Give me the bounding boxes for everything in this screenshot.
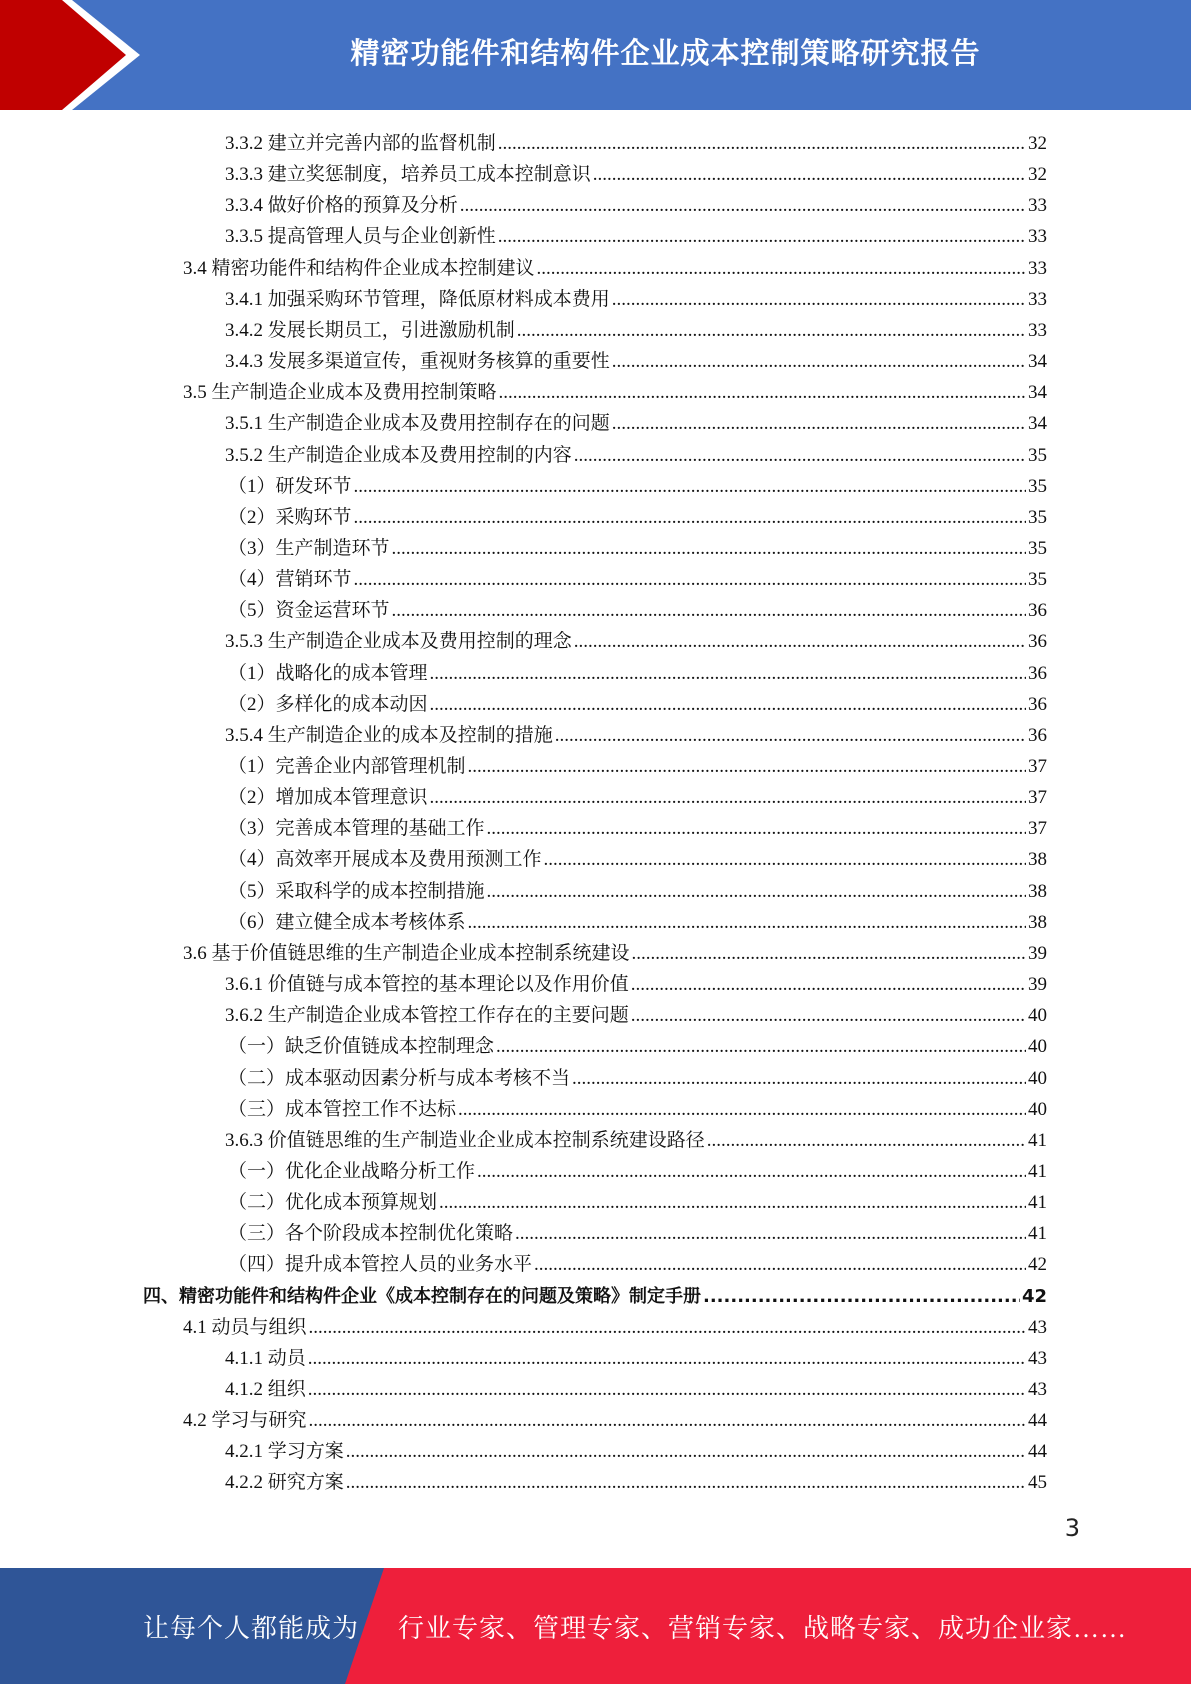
toc-entry-title: 3.4.3 发展多渠道宣传，重视财务核算的重要性 <box>225 351 610 373</box>
toc-dot-leader <box>354 471 1026 502</box>
toc-dot-leader <box>498 128 1026 159</box>
toc-dot-leader <box>534 1249 1026 1280</box>
toc-entry[interactable] <box>228 844 1047 875</box>
toc-dot-leader <box>487 876 1026 907</box>
toc-entry-page: 40 <box>1028 1005 1047 1027</box>
toc-entry[interactable] <box>225 315 1047 346</box>
toc-entry[interactable] <box>228 1218 1047 1249</box>
toc-entry[interactable] <box>228 502 1047 533</box>
toc-dot-leader <box>309 1405 1026 1436</box>
page-footer <box>0 1568 1191 1684</box>
toc-entry[interactable] <box>228 1156 1047 1187</box>
toc-dot-leader <box>346 1467 1026 1498</box>
toc-entry[interactable] <box>228 658 1047 689</box>
toc-entry-page: 40 <box>1028 1067 1047 1089</box>
toc-entry-title: 4.1.1 动员 <box>225 1347 306 1369</box>
toc-entry-title: （2）增加成本管理意识 <box>228 787 428 809</box>
toc-entry[interactable] <box>143 1281 1047 1312</box>
toc-dot-leader <box>392 533 1026 564</box>
toc-dot-leader <box>430 782 1026 813</box>
toc-entry-page: 42 <box>1028 1254 1047 1276</box>
toc-entry-page: 37 <box>1028 756 1047 777</box>
toc-entry-title: 3.4 精密功能件和结构件企业成本控制建议 <box>183 257 535 279</box>
toc-entry[interactable] <box>228 1187 1047 1218</box>
toc-dot-leader <box>544 844 1026 875</box>
toc-entry-title: 4.2.1 学习方案 <box>225 1441 344 1463</box>
toc-entry-page: 38 <box>1028 880 1047 902</box>
toc-entry[interactable] <box>228 564 1047 595</box>
toc-dot-leader <box>354 564 1026 595</box>
toc-dot-leader <box>430 689 1026 720</box>
toc-entry[interactable] <box>225 626 1047 657</box>
toc-entry[interactable] <box>228 1031 1047 1062</box>
toc-entry-page: 33 <box>1028 319 1047 341</box>
toc-entry[interactable] <box>228 1094 1047 1125</box>
toc-entry-page: 39 <box>1028 974 1047 996</box>
toc-entry-title: （1）研发环节 <box>228 475 352 497</box>
toc-dot-leader <box>537 253 1026 284</box>
toc-entry-title: 3.3.5 提高管理人员与企业创新性 <box>225 226 496 248</box>
toc-entry-title: 3.4.2 发展长期员工，引进激励机制 <box>225 319 515 341</box>
toc-entry-title: （3）完善成本管理的基础工作 <box>228 818 485 840</box>
toc-entry-title: 3.5.4 生产制造企业的成本及控制的措施 <box>225 724 553 746</box>
toc-dot-leader <box>392 595 1026 626</box>
toc-entry[interactable] <box>225 1000 1047 1031</box>
toc-dot-leader <box>555 720 1026 751</box>
toc-entry[interactable] <box>228 907 1047 938</box>
toc-entry[interactable] <box>225 1343 1047 1374</box>
toc-entry[interactable] <box>183 377 1047 408</box>
toc-entry-page: 34 <box>1028 351 1047 373</box>
toc-entry[interactable] <box>225 190 1047 221</box>
toc-entry-title: 3.3.4 做好价格的预算及分析 <box>225 195 458 217</box>
toc-entry-page: 35 <box>1028 475 1047 497</box>
toc-entry-title: （二）成本驱动因素分析与成本考核不当 <box>228 1067 571 1089</box>
header-title: 精密功能件和结构件企业成本控制策略研究报告 <box>350 35 981 70</box>
toc-entry-page: 32 <box>1028 164 1047 186</box>
toc-entry[interactable] <box>183 1405 1047 1436</box>
toc-dot-leader <box>468 751 1026 782</box>
toc-dot-leader <box>703 1281 1020 1312</box>
toc-entry-page: 33 <box>1028 226 1047 248</box>
toc-entry-title: 3.6.2 生产制造企业成本管控工作存在的主要问题 <box>225 1005 629 1027</box>
toc-dot-leader <box>612 346 1026 377</box>
toc-entry[interactable] <box>228 782 1047 813</box>
toc-entry-page: 41 <box>1028 1223 1047 1245</box>
toc-entry-title: 3.6.3 价值链思维的生产制造业企业成本控制系统建设路径 <box>225 1129 705 1151</box>
toc-entry[interactable] <box>228 689 1047 720</box>
page-header <box>0 0 1191 110</box>
toc-entry[interactable] <box>225 221 1047 252</box>
toc-entry-page: 41 <box>1028 1192 1047 1214</box>
toc-entry-title: （4）高效率开展成本及费用预测工作 <box>228 849 542 871</box>
toc-dot-leader <box>515 1218 1026 1249</box>
toc-entry-page: 33 <box>1028 257 1047 279</box>
toc-entry-page: 33 <box>1028 288 1047 310</box>
toc-entry-title: 3.5.1 生产制造企业成本及费用控制存在的问题 <box>225 413 610 435</box>
toc-entry-title: 4.2.2 研究方案 <box>225 1472 344 1494</box>
toc-entry-page: 39 <box>1028 942 1047 964</box>
toc-entry[interactable] <box>225 1436 1047 1467</box>
toc-entry-page: 38 <box>1028 849 1047 871</box>
toc-dot-leader <box>498 221 1026 252</box>
toc-dot-leader <box>439 1187 1026 1218</box>
toc-entry[interactable] <box>225 720 1047 751</box>
toc-dot-leader <box>631 969 1026 1000</box>
toc-entry-title: （一）优化企业战略分析工作 <box>228 1160 476 1182</box>
toc-entry-page: 43 <box>1028 1347 1047 1369</box>
toc-entry-title: 3.6.1 价值链与成本管控的基本理论以及作用价值 <box>225 974 629 996</box>
toc-entry[interactable] <box>228 471 1047 502</box>
toc-entry[interactable] <box>225 408 1047 439</box>
toc-entry-page: 36 <box>1028 600 1047 622</box>
toc-entry-title: （5）资金运营环节 <box>228 600 390 622</box>
toc-entry[interactable] <box>225 159 1047 190</box>
footer-slogan-left: 让每个人都能成为 <box>143 1613 360 1643</box>
toc-entry-title: 3.3.2 建立并完善内部的监督机制 <box>225 133 496 154</box>
toc-entry[interactable] <box>228 595 1047 626</box>
toc-dot-leader <box>468 907 1026 938</box>
toc-dot-leader <box>346 1436 1026 1467</box>
toc-entry-title: （三）各个阶段成本控制优化策略 <box>228 1223 514 1245</box>
toc-entry-title: （二）优化成本预算规划 <box>228 1192 438 1214</box>
toc-entry-page: 36 <box>1028 662 1047 684</box>
toc-entry[interactable] <box>228 533 1047 564</box>
toc-entry[interactable] <box>225 284 1047 315</box>
toc-dot-leader <box>458 1094 1026 1125</box>
toc-dot-leader <box>308 1343 1026 1374</box>
toc-entry[interactable] <box>228 1249 1047 1280</box>
toc-entry-title: （1）战略化的成本管理 <box>228 662 428 684</box>
toc-entry[interactable] <box>228 1063 1047 1094</box>
toc-entry-page: 38 <box>1028 911 1047 933</box>
toc-entry-page: 35 <box>1028 537 1047 559</box>
toc-entry-page: 40 <box>1028 1098 1047 1120</box>
toc-entry-page: 43 <box>1028 1379 1047 1400</box>
toc-entry-title: （1）完善企业内部管理机制 <box>228 756 466 777</box>
toc-dot-leader <box>354 502 1026 533</box>
toc-entry-title: 3.3.3 建立奖惩制度，培养员工成本控制意识 <box>225 164 591 186</box>
toc-entry-page: 36 <box>1028 724 1047 746</box>
toc-entry-title: （三）成本管控工作不达标 <box>228 1098 457 1120</box>
toc-entry-title: （四）提升成本管控人员的业务水平 <box>228 1254 533 1276</box>
toc-entry[interactable] <box>225 440 1047 471</box>
toc-dot-leader <box>517 315 1026 346</box>
toc-entry-page: 35 <box>1028 444 1047 466</box>
toc-dot-leader <box>308 1374 1026 1405</box>
footer-slogan-right: 行业专家、管理专家、营销专家、战略专家、成功企业家…… <box>398 1613 1128 1643</box>
toc-entry-page: 37 <box>1028 787 1047 809</box>
toc-entry-title: （一）缺乏价值链成本控制理念 <box>228 1036 495 1058</box>
toc-entry[interactable] <box>228 751 1047 782</box>
toc-dot-leader <box>574 626 1026 657</box>
toc-entry-page: 45 <box>1028 1472 1047 1494</box>
toc-entry[interactable] <box>228 876 1047 907</box>
toc-dot-leader <box>593 159 1026 190</box>
toc-entry-title: 3.5.3 生产制造企业成本及费用控制的理念 <box>225 631 572 653</box>
toc-dot-leader <box>632 938 1026 969</box>
toc-entry[interactable] <box>183 938 1047 969</box>
toc-entry-page: 32 <box>1028 133 1047 154</box>
toc-entry-page: 35 <box>1028 506 1047 528</box>
toc-entry-page: 44 <box>1028 1441 1047 1463</box>
toc-entry-title: 4.1 动员与组织 <box>183 1316 307 1338</box>
toc-entry-page: 41 <box>1028 1129 1047 1151</box>
toc-entry-page: 44 <box>1028 1410 1047 1432</box>
toc-dot-leader <box>309 1312 1026 1343</box>
toc-entry-title: 3.5 生产制造企业成本及费用控制策略 <box>183 382 497 404</box>
toc-entry-page: 35 <box>1028 569 1047 591</box>
toc-entry-title: 4.1.2 组织 <box>225 1379 306 1400</box>
toc-dot-leader <box>572 1063 1026 1094</box>
toc-dot-leader <box>496 1031 1026 1062</box>
toc-entry-title: （6）建立健全成本考核体系 <box>228 911 466 933</box>
toc-entry[interactable] <box>225 1467 1047 1498</box>
toc-entry-page: 43 <box>1028 1316 1047 1338</box>
toc-entry-title: （5）采取科学的成本控制措施 <box>228 880 485 902</box>
toc-dot-leader <box>477 1156 1026 1187</box>
toc-entry-title: （4）营销环节 <box>228 569 352 591</box>
toc-entry-title: （3）生产制造环节 <box>228 537 390 559</box>
toc-entry-page: 33 <box>1028 195 1047 217</box>
toc-entry[interactable] <box>228 813 1047 844</box>
toc-dot-leader <box>707 1125 1026 1156</box>
toc-dot-leader <box>460 190 1026 221</box>
toc-entry[interactable] <box>183 253 1047 284</box>
toc-entry-title: 4.2 学习与研究 <box>183 1410 307 1432</box>
toc-entry-page: 37 <box>1028 818 1047 840</box>
toc-entry-title: （2）多样化的成本动因 <box>228 693 428 715</box>
toc-entry[interactable] <box>225 346 1047 377</box>
toc-entry-page: 41 <box>1028 1160 1047 1182</box>
toc-dot-leader <box>612 408 1026 439</box>
toc-entry[interactable] <box>225 1125 1047 1156</box>
toc-dot-leader <box>430 658 1026 689</box>
toc-entry-title: 3.5.2 生产制造企业成本及费用控制的内容 <box>225 444 572 466</box>
toc-entry-page: 40 <box>1028 1036 1047 1058</box>
toc-entry[interactable] <box>183 1312 1047 1343</box>
toc-entry[interactable] <box>225 1374 1047 1405</box>
toc-entry-page: 36 <box>1028 693 1047 715</box>
toc-entry-title: 3.4.1 加强采购环节管理，降低原材料成本费用 <box>225 288 610 310</box>
toc-dot-leader <box>487 813 1026 844</box>
toc-dot-leader <box>574 440 1026 471</box>
toc-entry-title: 四、精密功能件和结构件企业《成本控制存在的问题及策略》制定手册 <box>143 1285 701 1307</box>
toc-entry[interactable] <box>225 128 1047 159</box>
toc-entry-page: 42 <box>1021 1285 1047 1307</box>
toc-entry[interactable] <box>225 969 1047 1000</box>
toc-dot-leader <box>499 377 1026 408</box>
toc-dot-leader <box>631 1000 1026 1031</box>
toc-entry-page: 34 <box>1028 413 1047 435</box>
toc-entry-title: （2）采购环节 <box>228 506 352 528</box>
page-number: 3 <box>1064 1514 1080 1542</box>
toc-entry-title: 3.6 基于价值链思维的生产制造企业成本控制系统建设 <box>183 942 630 964</box>
toc-entry-page: 34 <box>1028 382 1047 404</box>
toc-dot-leader <box>612 284 1026 315</box>
toc-entry-page: 36 <box>1028 631 1047 653</box>
